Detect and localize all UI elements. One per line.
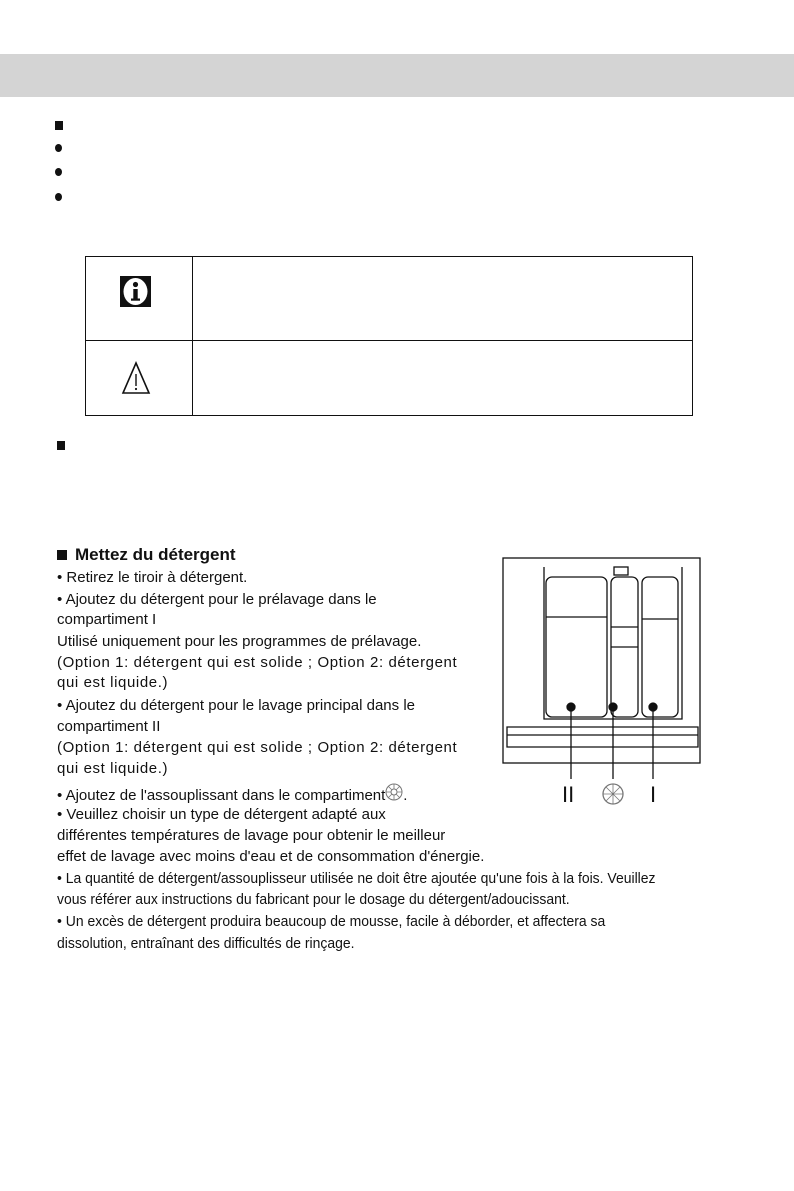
compartment-label-i: I	[650, 782, 657, 807]
round-bullet	[55, 144, 62, 152]
text-line: • Un excès de détergent produira beaucoup de mousse, facile à déborder, et affectera sa	[57, 913, 606, 930]
square-bullet	[55, 121, 63, 130]
flower-icon	[385, 783, 403, 801]
text-line: • Ajoutez de l'assouplissant dans le compartiment .	[57, 783, 407, 806]
text-line: qui est liquide.)	[57, 760, 169, 777]
compartment-label-ii: II	[562, 782, 575, 807]
square-bullet	[57, 441, 65, 450]
text-line: • Veuillez choisir un type de détergent adapté aux	[57, 806, 386, 823]
text-line: • La quantité de détergent/assouplisseur utilisée ne doit être ajoutée qu'une fois à la fois. Veuillez	[57, 870, 656, 887]
notice-table	[85, 256, 693, 416]
text-line: • Retirez le tiroir à détergent.	[57, 569, 248, 586]
text-line: Utilisé uniquement pour les programmes de prélavage.	[57, 633, 422, 650]
section-heading: Mettez du détergent	[57, 545, 236, 565]
text-line: différentes températures de lavage pour obtenir le meilleur	[57, 827, 446, 844]
text-line: vous référer aux instructions du fabricant pour le dosage du détergent/adoucissant.	[57, 891, 570, 908]
round-bullet	[55, 168, 62, 176]
text-line: compartiment I	[57, 611, 157, 628]
header-band	[0, 54, 794, 97]
text-line: compartiment II	[57, 718, 161, 735]
text-line: (Option 1: détergent qui est solide ; Option 2: détergent	[57, 654, 458, 671]
text-line: • Ajoutez du détergent pour le prélavage dans le	[57, 591, 377, 608]
text-line: • Ajoutez du détergent pour le lavage principal dans le	[57, 697, 415, 714]
info-icon	[120, 276, 152, 308]
warning-triangle-icon	[121, 361, 151, 395]
text-line: (Option 1: détergent qui est solide ; Option 2: détergent	[57, 739, 458, 756]
round-bullet	[55, 193, 62, 201]
detergent-drawer-diagram	[502, 557, 702, 807]
text-line: qui est liquide.)	[57, 674, 169, 691]
text-line: effet de lavage avec moins d'eau et de consommation d'énergie.	[57, 848, 485, 865]
text-line: dissolution, entraînant des difficultés de rinçage.	[57, 935, 355, 952]
